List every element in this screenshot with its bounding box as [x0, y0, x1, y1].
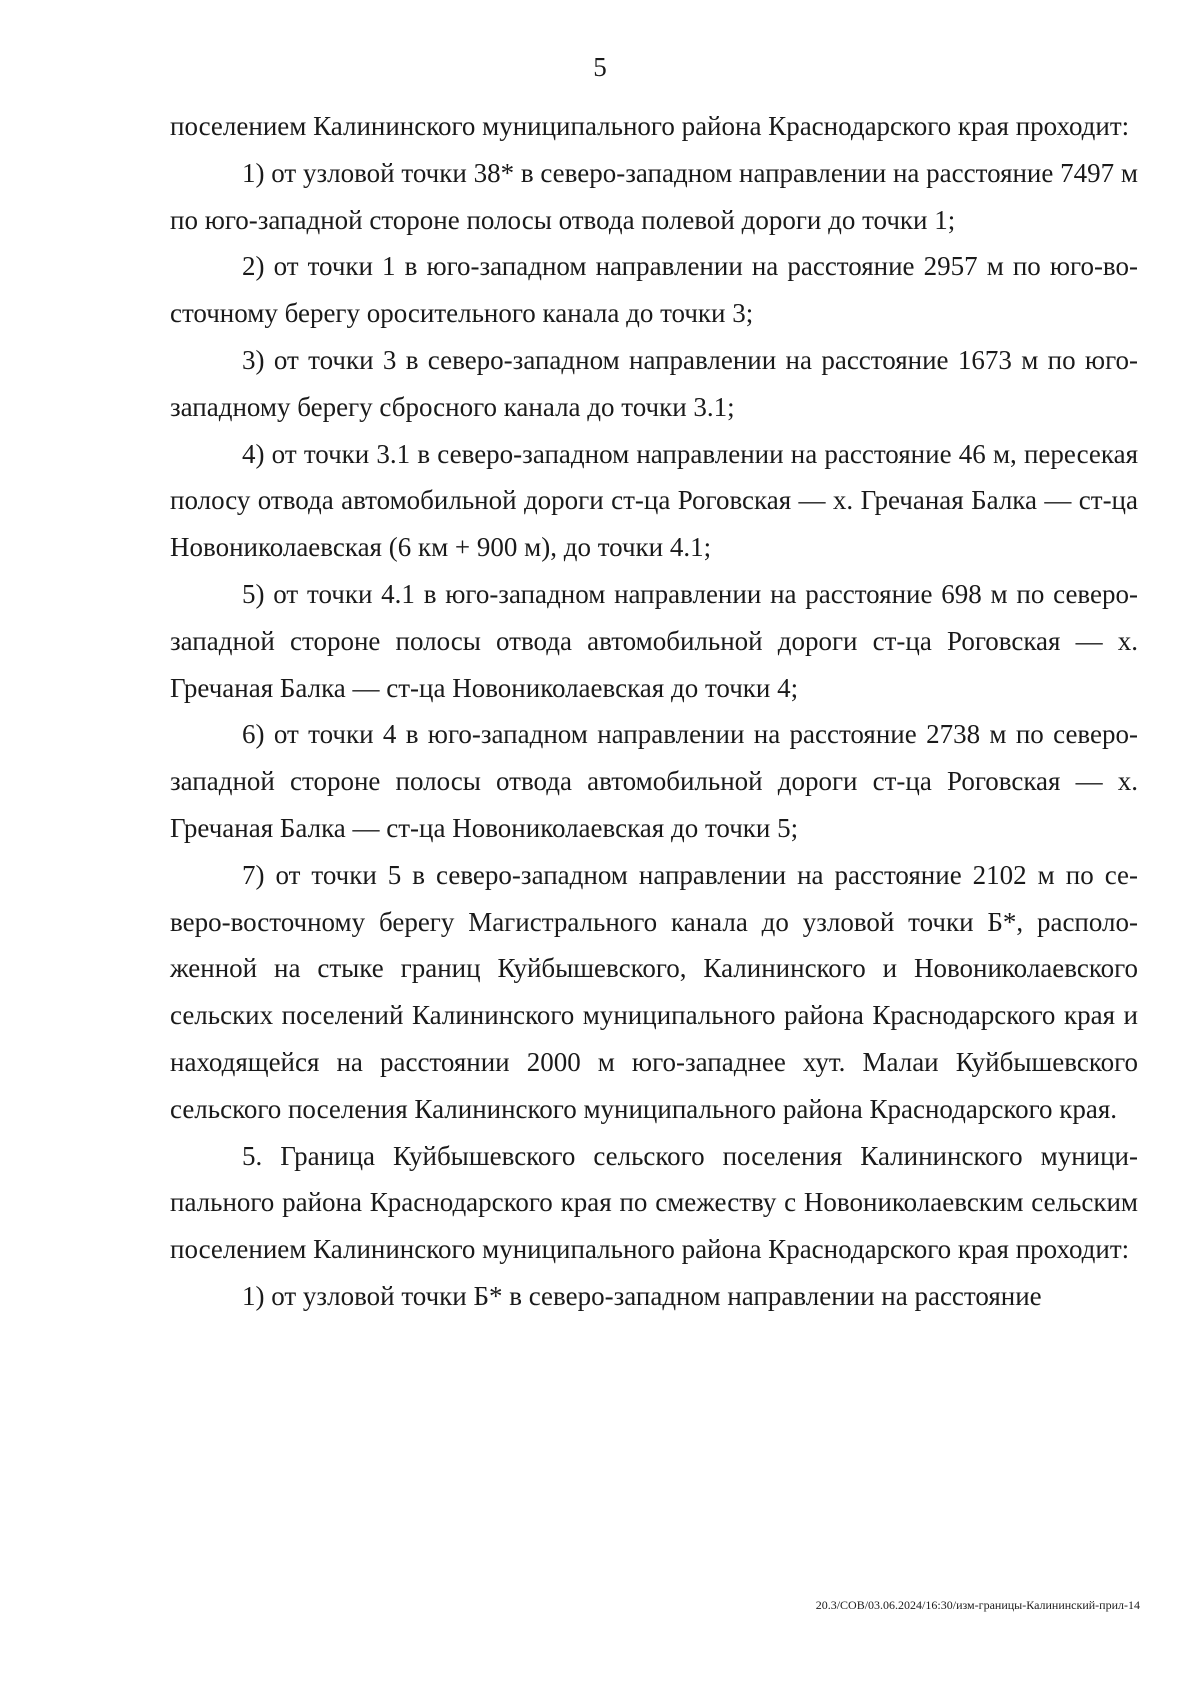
paragraph-item-4: 4) от точки 3.1 в северо-западном направлении на расстояние 46 м, пересекая полосу отвода автомобильной дороги ст-ца Роговская — х. Гречаная Балка — ст-ца Новониколаевская (6 км + 900 м), до точки 4.1;	[170, 438, 1138, 563]
paragraph-item-5: 5) от точки 4.1 в юго-западном направлении на расстояние 698 м по северо-западной стороне полосы отвода автомобильной дороги ст-ца Роговская — х. Гречаная Балка — ст-ца Новониколаевская до точки 4;	[170, 578, 1138, 703]
paragraph-item-7: 7) от точки 5 в северо-западном направлении на расстояние 2102 м по северо-восточному берегу Магистрального канала до узловой точки Б*, расположенной на стыке границ Куйбышевского, Калининского и Новониколаевского сельских поселений Калининского муниципального района Краснодарского края и находящейся на расстоянии 2000 м юго-западнее хут. Малаи Куйбышевского сельского поселения Калининского муниципального района Краснодарского края.	[170, 859, 1138, 1124]
paragraph-item-2: 2) от точки 1 в юго-западном направлении на расстояние 2957 м по юго-восточному берегу оросительного канала до точки 3;	[170, 251, 1138, 329]
document-footer-reference: 20.3/СОВ/03.06.2024/16:30/изм-границы-Калининский-прил-14	[815, 1598, 1140, 1612]
paragraph-intro-continuation: поселением Калининского муниципального района Краснодарского края проходит:	[170, 111, 1130, 141]
page-number: 5	[593, 52, 607, 82]
paragraph-section-5: 5. Граница Куйбышевского сельского поселения Калининского муниципального района Краснодарского края по смежеству с Новониколаевским сельским поселением Калининского муниципального района Краснодарского края проходит:	[170, 1140, 1138, 1265]
document-body	[170, 103, 1138, 1320]
paragraph-section-5-item-1: 1) от узловой точки Б* в северо-западном направлении на расстояние	[242, 1280, 1042, 1311]
paragraph-item-1: 1) от узловой точки 38* в северо-западном направлении на расстояние 7497 м по юго-западной стороне полосы отвода полевой дороги до точки 1;	[170, 157, 1138, 235]
paragraph-item-3: 3) от точки 3 в северо-западном направлении на расстояние 1673 м по юго-западному берегу сбросного канала до точки 3.1;	[170, 344, 1138, 422]
paragraph-item-6: 6) от точки 4 в юго-западном направлении на расстояние 2738 м по северо-западной стороне полосы отвода автомобильной дороги ст-ца Роговская — х. Гречаная Балка — ст-ца Новониколаевская до точки 5;	[170, 719, 1138, 843]
